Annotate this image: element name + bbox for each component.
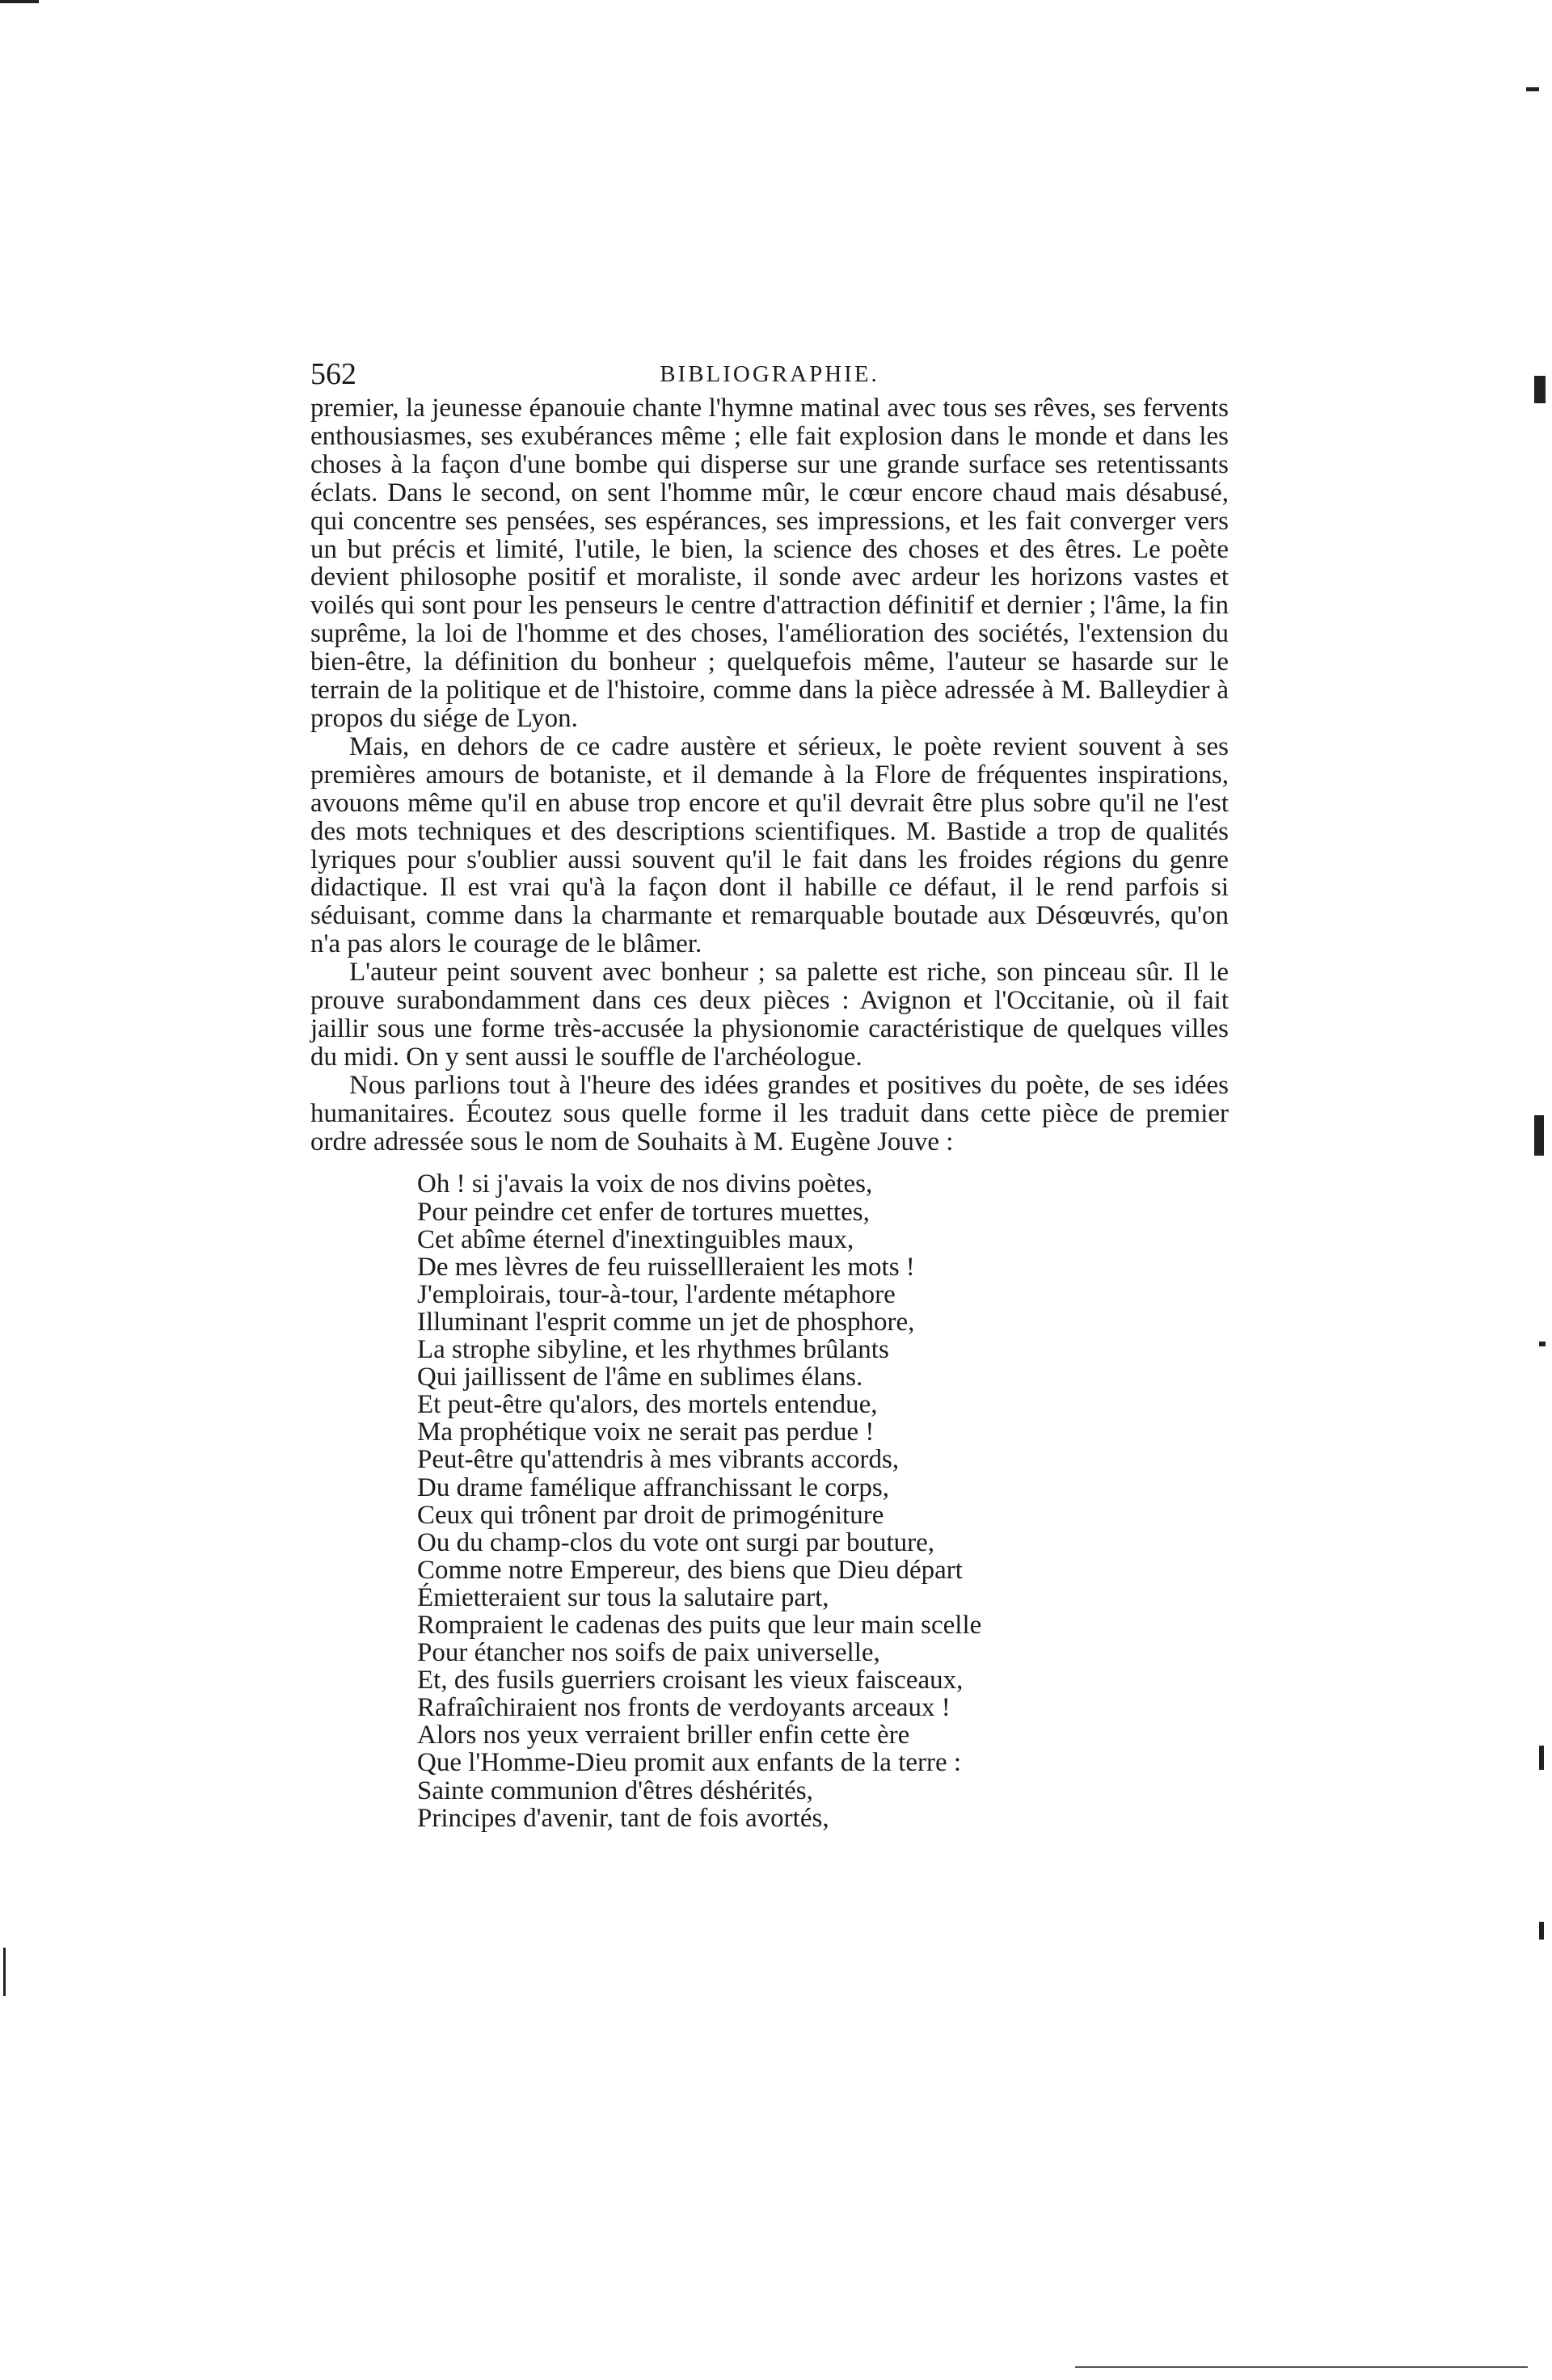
prose-body <box>310 394 1229 1156</box>
page-header <box>310 354 1229 394</box>
scan-artifact <box>1534 1115 1544 1156</box>
poem-line: Rompraient le cadenas des puits que leur main scelle <box>417 1610 982 1640</box>
poem-line: Pour étancher nos soifs de paix universelle, <box>417 1638 880 1668</box>
scan-artifact <box>1539 1746 1544 1770</box>
page-number: 562 <box>310 357 356 391</box>
scan-artifact <box>1526 87 1539 91</box>
poem-line: La strophe sibyline, et les rhythmes brûlants <box>417 1335 889 1365</box>
poem-line: Que l'Homme-Dieu promit aux enfants de la terre : <box>417 1748 962 1778</box>
poem-line: Ou du champ-clos du vote ont surgi par bouture, <box>417 1527 935 1557</box>
poem-line: Pour peindre cet enfer de tortures muettes, <box>417 1197 870 1227</box>
poem-line: J'emploirais, tour-à-tour, l'ardente métaphore <box>417 1279 896 1309</box>
paragraph: Mais, en dehors de ce cadre austère et sérieux, le poète revient souvent à ses premières amours de botaniste, et il demande à la Flore de fréquentes inspirations, avouons même qu'il en abuse trop encore et qu'il devrait être plus sobre qu'il ne l'est des mots techniques et des descriptions scientifiques. M. Bastide a trop de qualités lyriques pour s'oublier aussi souvent qu'il le fait dans les froides régions du genre didactique. Il est vrai qu'à la façon dont il habille ce défaut, il le rend parfois si séduisant, comme dans la charmante et remarquable boutade aux Désœuvrés, qu'on n'a pas alors le courage de le blâmer. <box>310 731 1229 959</box>
poem-line: Comme notre Empereur, des biens que Dieu départ <box>417 1555 963 1585</box>
poem-line: Peut-être qu'attendris à mes vibrants accords, <box>417 1445 900 1475</box>
scan-artifact <box>1539 1342 1546 1346</box>
poem-line: Et, des fusils guerriers croisant les vieux faisceaux, <box>417 1666 964 1695</box>
scan-artifact <box>0 0 39 3</box>
paragraph: Nous parlions tout à l'heure des idées grandes et positives du poète, de ses idées humanitaires. Écoutez sous quelle forme il les traduit dans cette pièce de premier ordre adressée sous le nom de Souhaits à M. Eugène Jouve : <box>310 1070 1229 1156</box>
paragraph: premier, la jeunesse épanouie chante l'hymne matinal avec tous ses rêves, ses fervents enthousiasmes, ses exubérances même ; elle fait explosion dans le monde et dans les choses à la façon d'une bombe qui disperse sur une grande surface ses retentissants éclats. Dans le second, on sent l'homme mûr, le cœur encore chaud mais désabusé, qui concentre ses pensées, ses espérances, ses impressions, et les fait converger vers un but précis et limité, l'utile, le bien, la science des choses et des êtres. Le poète devient philosophe positif et moraliste, il sonde avec ardeur les horizons vastes et voilés qui sont pour les penseurs le centre d'attraction définitif et dernier ; l'âme, la fin suprême, la loi de l'homme et des choses, l'amélioration des sociétés, l'extension du bien-être, la définition du bonheur ; quelquefois même, l'auteur se hasarde sur le terrain de la politique et de l'histoire, comme dans la pièce adressée à M. Balleydier à propos du siége de Lyon. <box>310 394 1229 733</box>
poem-line: Alors nos yeux verraient briller enfin cette ère <box>417 1721 910 1750</box>
poem-line: Rafraîchiraient nos fronts de verdoyants arceaux ! <box>417 1693 951 1723</box>
paragraph: L'auteur peint souvent avec bonheur ; sa palette est riche, son pinceau sûr. Il le prouve surabondamment dans ces deux pièces : Avignon et l'Occitanie, où il fait jaillir sous une forme très-accusée la physionomie caractéristique de quelques villes du midi. On y sent aussi le souffle de l'archéologue. <box>310 958 1229 1072</box>
scan-artifact <box>1539 1922 1544 1940</box>
poem-quotation <box>417 1170 1112 1831</box>
poem-line: Cet abîme éternel d'inextinguibles maux, <box>417 1224 854 1254</box>
poem-line: Ma prophétique voix ne serait pas perdue ! <box>417 1417 875 1447</box>
poem-line: Qui jaillissent de l'âme en sublimes élans. <box>417 1363 863 1392</box>
poem-line: Illuminant l'esprit comme un jet de phosphore, <box>417 1307 915 1337</box>
scan-artifact <box>1075 2366 1528 2368</box>
book-page <box>310 354 1229 1832</box>
poem-line: Émietteraient sur tous la salutaire part, <box>417 1582 829 1612</box>
poem-line: Du drame famélique affranchissant le corps, <box>417 1472 889 1502</box>
poem-line: Et peut-être qu'alors, des mortels entendue, <box>417 1390 878 1420</box>
poem-line: De mes lèvres de feu ruissellleraient les mots ! <box>417 1252 915 1282</box>
scan-artifact <box>3 1948 6 1996</box>
running-title: BIBLIOGRAPHIE. <box>660 361 879 387</box>
poem-line: Principes d'avenir, tant de fois avortés, <box>417 1803 829 1833</box>
poem-line: Oh ! si j'avais la voix de nos divins poètes, <box>417 1169 873 1199</box>
poem-line: Sainte communion d'êtres déshérités, <box>417 1776 813 1805</box>
scan-artifact <box>1534 376 1546 403</box>
poem-line: Ceux qui trônent par droit de primogéniture <box>417 1500 884 1530</box>
